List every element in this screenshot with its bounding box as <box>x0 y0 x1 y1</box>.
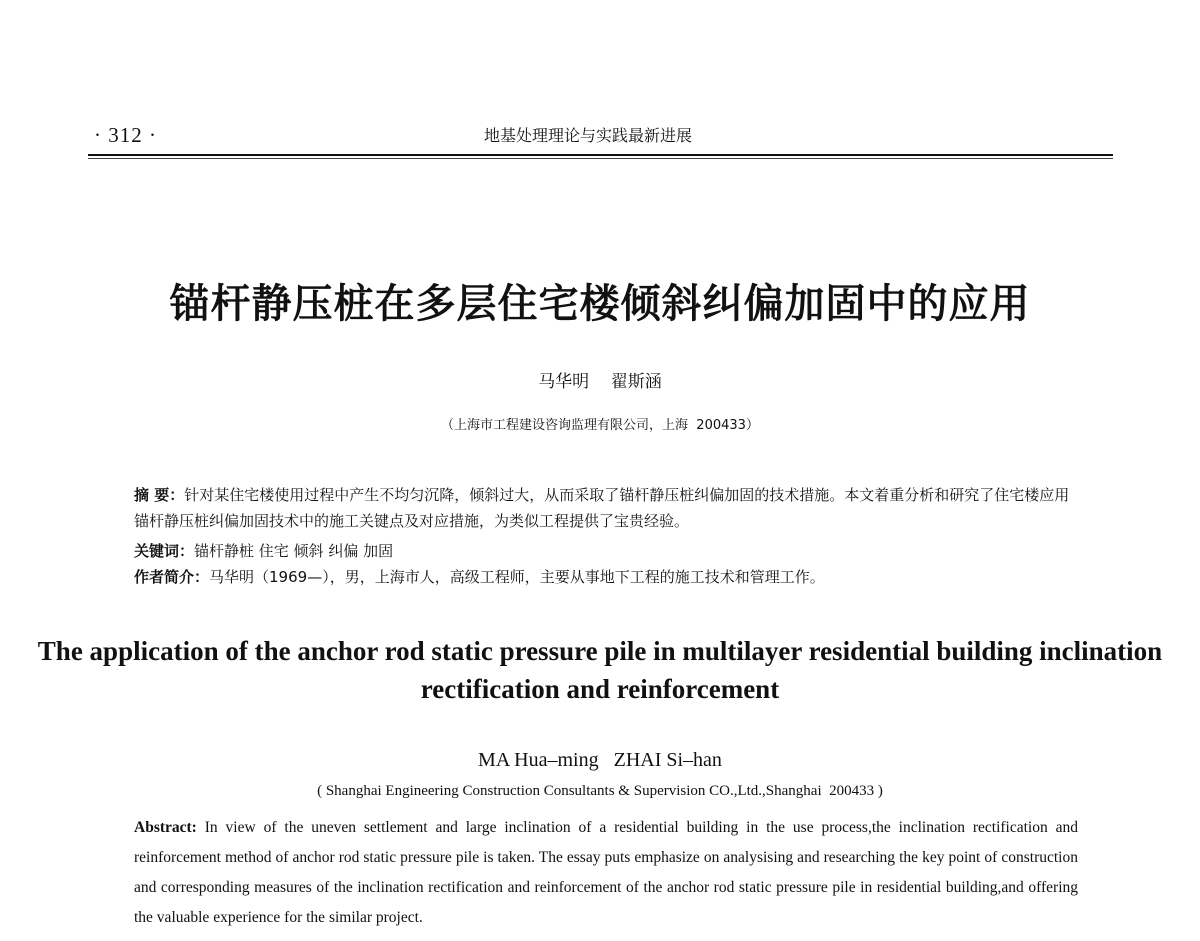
author-bio-cn-text: 马华明（1969—），男，上海市人，高级工程师，主要从事地下工程的施工技术和管理工作。 <box>209 568 825 586</box>
author-bio-cn-label: 作者简介： <box>134 568 210 586</box>
abstract-en <box>134 813 1078 933</box>
page-number: · 312 · <box>94 123 157 147</box>
page-header <box>88 121 1112 151</box>
abstract-cn-label: 摘 要： <box>134 486 185 504</box>
authors-cn: 马华明 翟斯涵 <box>538 372 662 392</box>
running-title: 地基处理理论与实践最新进展 <box>484 126 693 145</box>
author-bio-cn <box>134 564 1074 590</box>
header-rule-thin <box>88 158 1113 159</box>
keywords-cn-text: 锚杆静桩 住宅 倾斜 纠偏 加固 <box>194 542 394 560</box>
abstract-cn-text: 针对某住宅楼使用过程中产生不均匀沉降，倾斜过大，从而采取了锚杆静压桩纠偏加固的技术措施。本文着重分析和研究了住宅楼应用锚杆静压桩纠偏加固技术中的施工关键点及对应措施，为类似工程提供了宝贵经验。 <box>134 486 1070 530</box>
keywords-cn <box>134 538 1074 564</box>
keywords-cn-label: 关键词： <box>134 542 195 560</box>
affiliation-en: ( Shanghai Engineering Construction Consultants & Supervision CO.,Ltd.,Shanghai 200433 ) <box>317 783 883 799</box>
abstract-en-label: Abstract: <box>134 819 197 836</box>
abstract-cn <box>134 482 1074 534</box>
affiliation-cn: （上海市工程建设咨询监理有限公司，上海 200433） <box>441 418 759 433</box>
authors-en: MA Hua–ming ZHAI Si–han <box>478 749 722 771</box>
paper-title-cn: 锚杆静压桩在多层住宅楼倾斜纠偏加固中的应用 <box>169 281 1031 327</box>
paper-title-en: The application of the anchor rod static pressure pile in multilayer residential building inclination rectification and reinforcement <box>37 636 1163 704</box>
header-rule-thick <box>88 154 1113 156</box>
abstract-en-text: In view of the uneven settlement and large inclination of a residential building in the use process,the inclination rectification and reinforcement method of anchor rod static pressure pile is taken. The essay puts emphasize on analysising and researching the key point of construction and corresponding measures of the inclination rectification and reinforcement of the anchor rod static pressure pile in residential building,and offering the valuable experience for the similar project. <box>134 819 1079 926</box>
